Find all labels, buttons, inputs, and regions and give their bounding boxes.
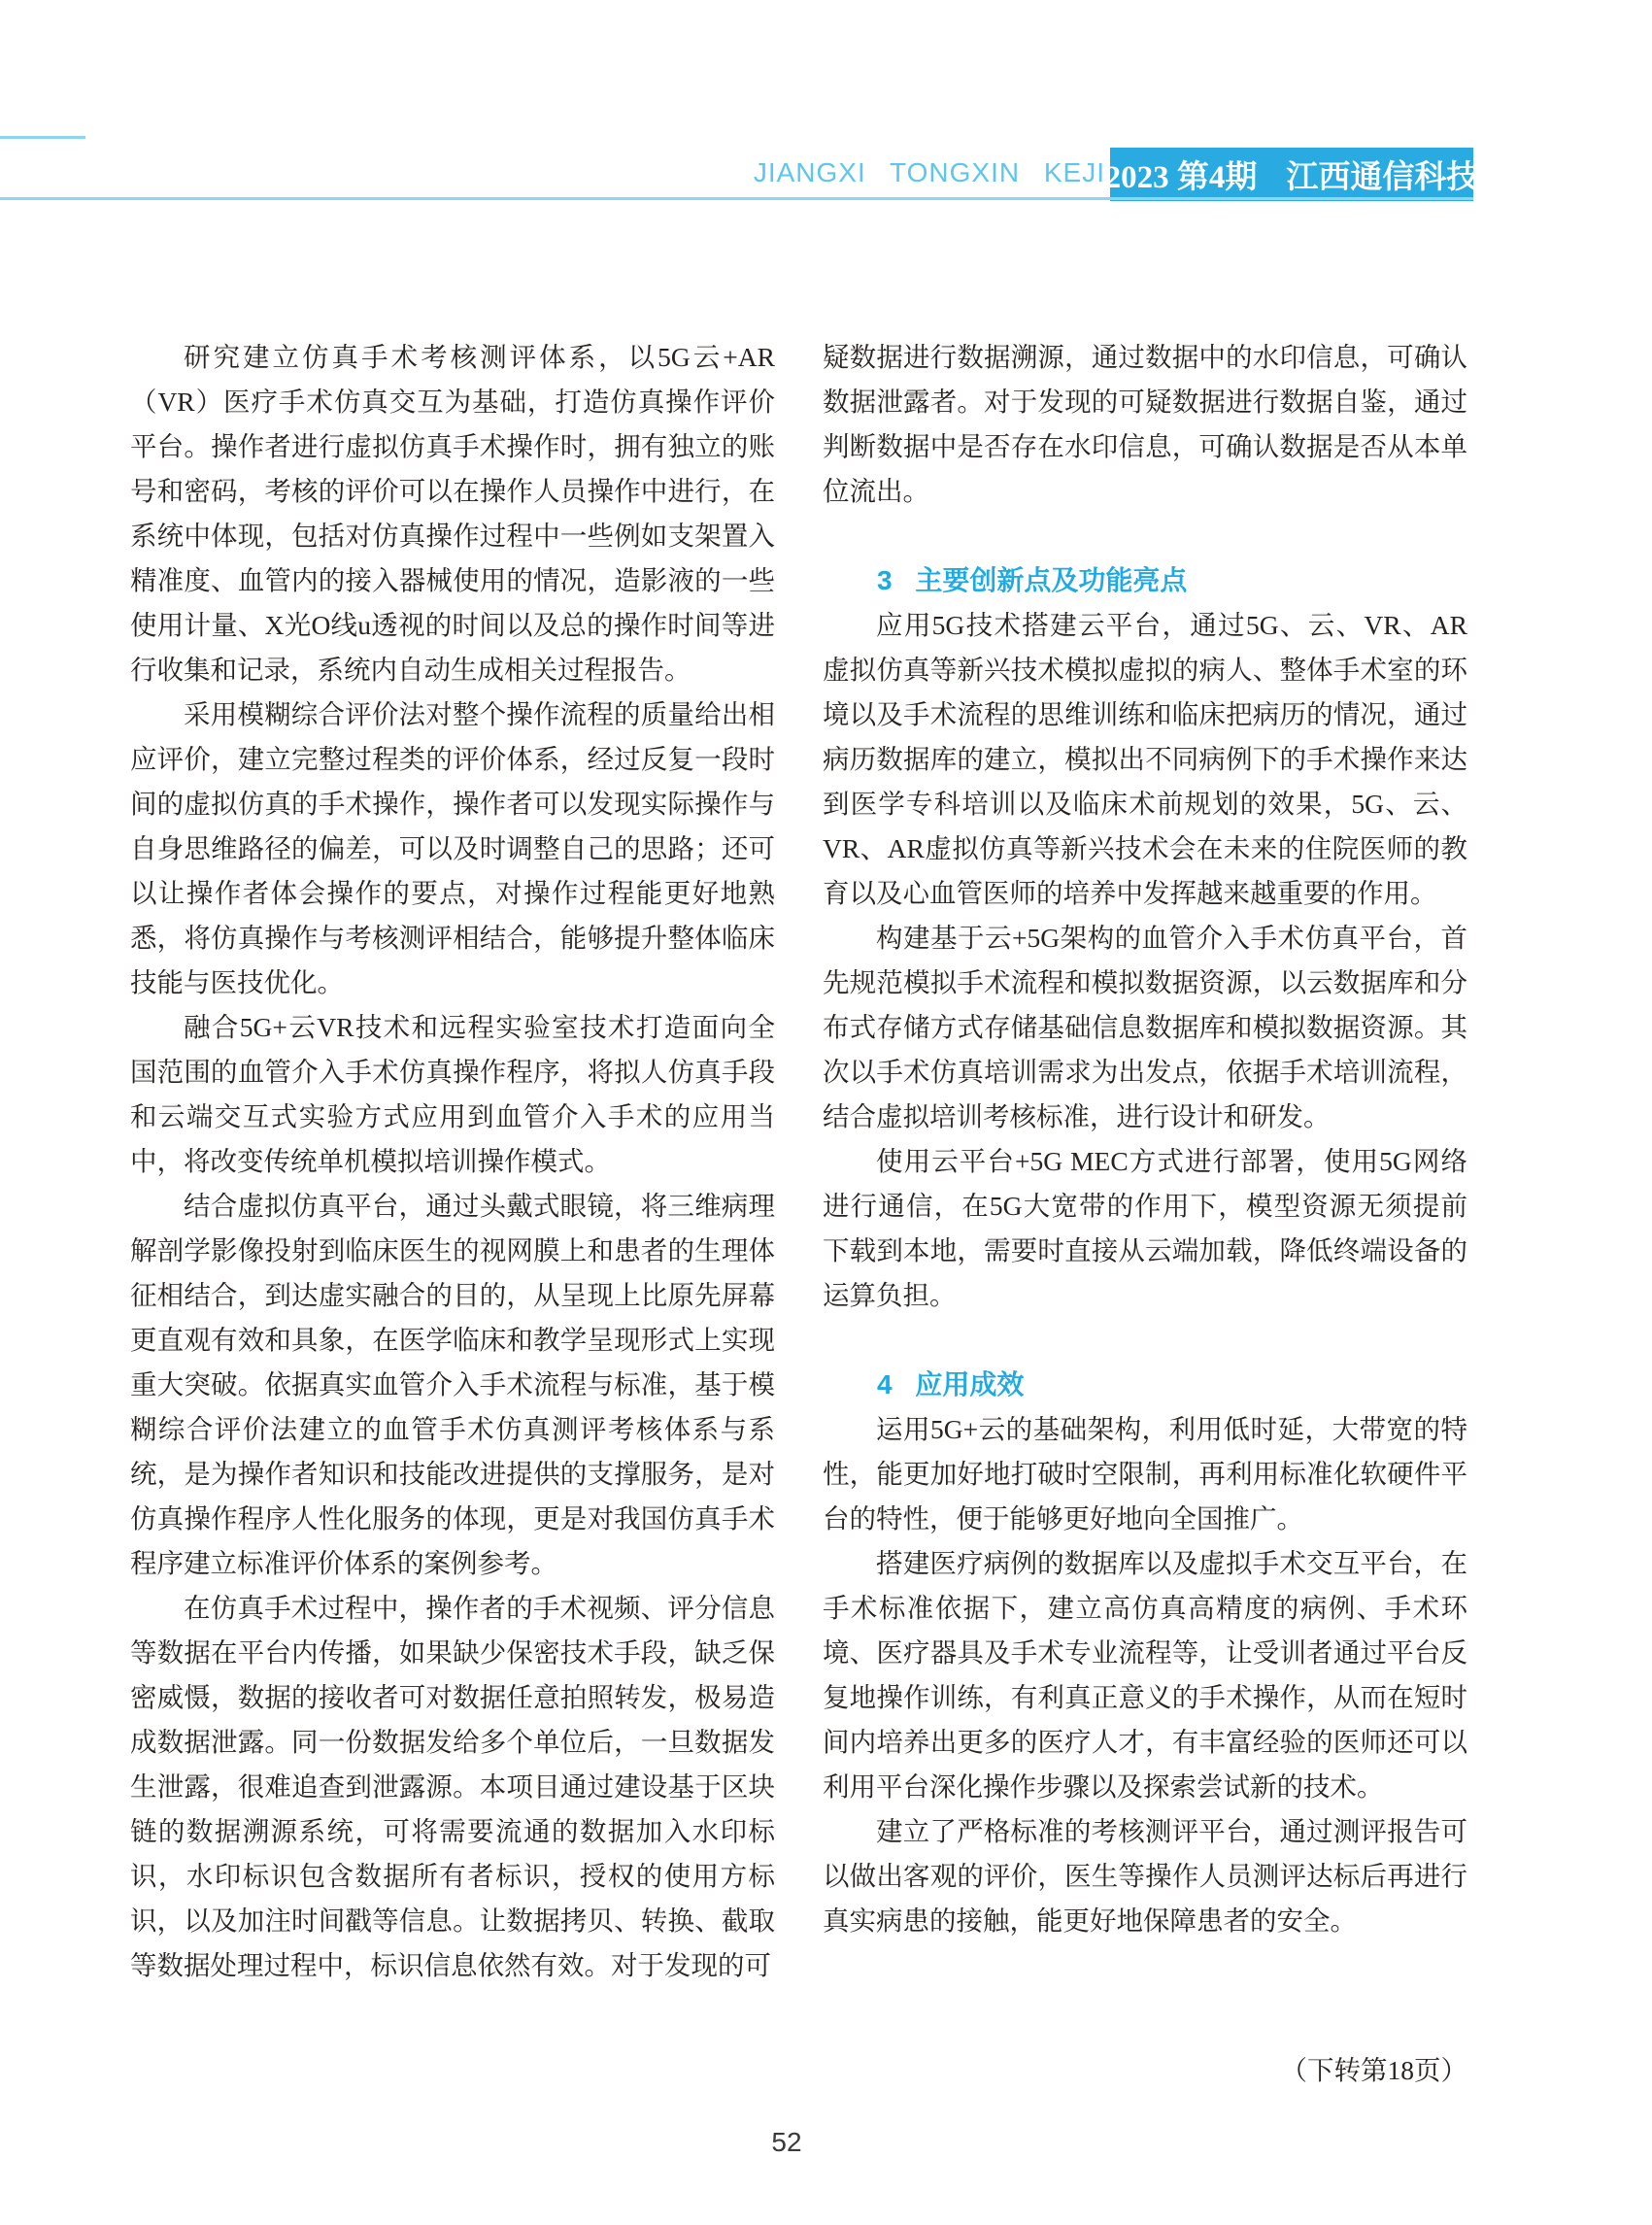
left-column xyxy=(130,335,775,2093)
paragraph: 疑数据进行数据溯源，通过数据中的水印信息，可确认数据泄露者。对于发现的可疑数据进行数据自鉴，通过判断数据中是否存在水印信息，可确认数据是否从本单位流出。 xyxy=(823,342,1467,506)
paragraph: 建立了严格标准的考核测评平台，通过测评报告可以做出客观的评价，医生等操作人员测评达标后再进行真实病患的接触，能更好地保障患者的安全。 xyxy=(823,1816,1467,1936)
paragraph: 搭建医疗病例的数据库以及虚拟手术交互平台，在手术标准依据下，建立高仿真高精度的病例、手术环境、医疗器具及手术专业流程等，让受训者通过平台反复地操作训练，有利真正意义的手术操作，从而在短时间内培养出更多的医疗人才，有丰富经验的医师还可以利用平台深化操作步骤以及探索尝试新的技术。 xyxy=(823,1548,1467,1802)
header-rule xyxy=(0,197,1473,200)
paragraph: 结合虚拟仿真平台，通过头戴式眼镜，将三维病理解剖学影像投射到临床医生的视网膜上和患者的生理体征相结合，到达虚实融合的目的，从呈现上比原先屏幕更直观有效和具象，在医学临床和教学呈现形式上实现重大突破。依据真实血管介入手术流程与标准，基于模糊综合评价法建立的血管手术仿真测评考核体系与系统，是为操作者知识和技能改进提供的支撑服务，是对仿真操作程序人性化服务的体现，更是对我国仿真手术程序建立标准评价体系的案例参考。 xyxy=(130,1191,775,1578)
article-body xyxy=(130,335,1467,2093)
paragraph: 运用5G+云的基础架构，利用低时延，大带宽的特性，能更加好地打破时空限制，再利用标准化软硬件平台的特性，便于能够更好地向全国推广。 xyxy=(823,1414,1467,1534)
section-heading xyxy=(823,558,1467,603)
section-title: 主要创新点及功能亮点 xyxy=(915,565,1188,595)
section-number: 4 xyxy=(877,1369,893,1399)
section-title: 应用成效 xyxy=(915,1369,1025,1399)
paragraph: 在仿真手术过程中，操作者的手术视频、评分信息等数据在平台内传播，如果缺少保密技术手段，缺乏保密威慑，数据的接收者可对数据任意拍照转发，极易造成数据泄露。同一份数据发给多个单位后，一旦数据发生泄露，很难追查到泄露源。本项目通过建设基于区块链的数据溯源系统，可将需要流通的数据加入水印标识，水印标识包含数据所有者标识，授权的使用方标识，以及加注时间戳等信息。让数据拷贝、转换、截取等数据处理过程中，标识信息依然有效。对于发现的可 xyxy=(130,1593,775,1980)
issue-badge xyxy=(1104,148,1479,201)
section-number: 3 xyxy=(877,565,893,595)
paragraph: 研究建立仿真手术考核测评体系，以5G云+AR（VR）医疗手术仿真交互为基础，打造仿真操作评价平台。操作者进行虚拟仿真手术操作时，拥有独立的账号和密码，考核的评价可以在操作人员操作中进行，在系统中体现，包括对仿真操作过程中一些例如支架置入精准度、血管内的接入器械使用的情况，造影液的一些使用计量、X光O线u透视的时间以及总的操作时间等进行收集和记录，系统内自动生成相关过程报告。 xyxy=(130,342,775,685)
section-heading xyxy=(823,1363,1467,1407)
page-number: 52 xyxy=(771,2127,802,2157)
right-column xyxy=(823,335,1467,2093)
paragraph: 采用模糊综合评价法对整个操作流程的质量给出相应评价，建立完整过程类的评价体系，经过反复一段时间的虚拟仿真的手术操作，操作者可以发现实际操作与自身思维路径的偏差，可以及时调整自己的思路；还可以让操作者体会操作的要点，对操作过程能更好地熟悉，将仿真操作与考核测评相结合，能够提升整体临床技能与医技优化。 xyxy=(130,699,775,997)
paragraph: 使用云平台+5G MEC方式进行部署，使用5G网络进行通信，在5G大宽带的作用下，模型资源无须提前下载到本地，需要时直接从云端加载，降低终端设备的运算负担。 xyxy=(823,1146,1467,1310)
journal-pinyin-title: JIANGXI TONGXIN KEJI xyxy=(753,157,1105,187)
paragraph: 构建基于云+5G架构的血管介入手术仿真平台，首先规范模拟手术流程和模拟数据资源，以云数据库和分布式存储方式存储基础信息数据库和模拟数据资源。其次以手术仿真培训需求为出发点，依据手术培训流程，结合虚拟培训考核标准，进行设计和研发。 xyxy=(823,923,1467,1131)
paragraph: 应用5G技术搭建云平台，通过5G、云、VR、AR虚拟仿真等新兴技术模拟虚拟的病人、整体手术室的环境以及手术流程的思维训练和临床把病历的情况，通过病历数据库的建立，模拟出不同病例下的手术操作来达到医学专科培训以及临床术前规划的效果，5G、云、VR、AR虚拟仿真等新兴技术会在未来的住院医师的教育以及心血管医师的培养中发挥越来越重要的作用。 xyxy=(823,610,1467,908)
issue-badge-issue: 2023 第4期 xyxy=(1104,160,1258,195)
left-edge-rule xyxy=(0,136,85,139)
right-column-content xyxy=(823,335,1467,1943)
paragraph: 融合5G+云VR技术和远程实验室技术打造面向全国范围的血管介入手术仿真操作程序，将拟人仿真手段和云端交互式实验方式应用到血管介入手术的应用当中，将改变传统单机模拟培训操作模式。 xyxy=(130,1012,775,1176)
continuation-note: （下转第18页） xyxy=(1280,2055,1467,2085)
issue-badge-journal-name: 江西通信科技 xyxy=(1286,160,1479,195)
